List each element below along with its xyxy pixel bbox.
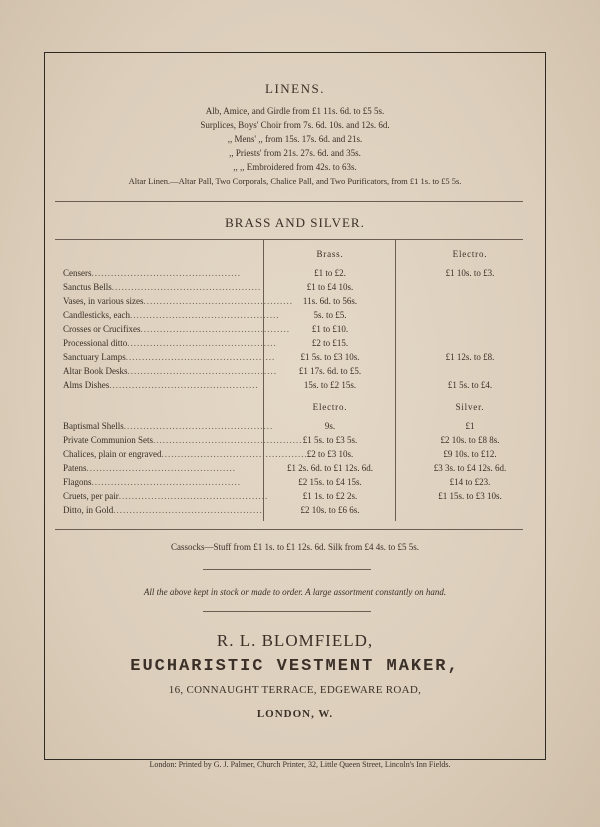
silver-price: £1 <box>465 421 475 431</box>
item-name: Cruets, per pair.............................................. <box>63 491 269 501</box>
item-name: Altar Book Desks.............................................. <box>63 366 277 376</box>
silver-price: £9 10s. to £12. <box>443 449 497 459</box>
brass-price: 5s. to £5. <box>313 310 347 320</box>
brass-price: £1 to £2. <box>314 268 346 278</box>
column-divider <box>263 239 264 521</box>
column-heading-electro: Electro. <box>452 249 488 259</box>
brass-price: £1 17s. 6d. to £5. <box>298 366 362 376</box>
item-name: Patens.............................................. <box>63 463 236 473</box>
linens-line: ,, Priests' from 21s. 27s. 6d. and 35s. <box>229 148 361 158</box>
altar-linen-line: Altar Linen.—Altar Pall, Two Corporals, Chalice Pall, and Two Purificators, from £1 1s. to £5 5s. <box>128 176 462 186</box>
brass-price: 11s. 6d. to 56s. <box>302 296 358 306</box>
divider <box>55 529 523 530</box>
short-divider <box>203 569 371 570</box>
silver-price: £1 15s. to £3 10s. <box>438 491 502 501</box>
brass-price: £2 to £15. <box>311 338 349 348</box>
item-name: Sanctuary Lamps.............................................. <box>63 352 276 362</box>
linens-line: Surplices, Boys' Choir from 7s. 6d. 10s. and 12s. 6d. <box>200 120 390 130</box>
stock-note: All the above kept in stock or made to order. A large assortment constantly on hand. <box>143 587 447 597</box>
brass-silver-heading: BRASS AND SILVER. <box>225 215 365 230</box>
column-heading-silver: Silver. <box>455 402 485 412</box>
electro-price: £2 to £3 10s. <box>306 449 354 459</box>
item-name: Private Communion Sets.............................................. <box>63 435 303 445</box>
item-name: Flagons.............................................. <box>63 477 242 487</box>
electro-price: £1 5s. to £3 5s. <box>302 435 358 445</box>
electro-price: £1 1s. to £2 2s. <box>302 491 358 501</box>
electro-price: £1 2s. 6d. to £1 12s. 6d. <box>286 463 373 473</box>
price-list-frame <box>44 52 546 760</box>
maker-title: EUCHARISTIC VESTMENT MAKER, <box>130 657 460 676</box>
divider <box>55 201 523 202</box>
electro-price: £1 5s. to £4. <box>447 380 493 390</box>
item-name: Sanctus Bells.............................................. <box>63 282 262 292</box>
silver-price: £14 to £23. <box>449 477 491 487</box>
item-name: Baptismal Shells.............................................. <box>63 421 274 431</box>
silver-price: £3 3s. to £4 12s. 6d. <box>433 463 507 473</box>
silver-price: £2 10s. to £8 8s. <box>440 435 500 445</box>
item-name: Crosses or Crucifixes.............................................. <box>63 324 290 334</box>
item-name: Censers.............................................. <box>63 268 241 278</box>
item-name: Processional ditto.............................................. <box>63 338 277 348</box>
brass-price: £1 5s. to £3 10s. <box>300 352 360 362</box>
maker-name: R. L. BLOMFIELD, <box>216 631 374 650</box>
electro-price: £1 12s. to £8. <box>445 352 495 362</box>
maker-city: LONDON, W. <box>256 708 334 720</box>
linens-line: Alb, Amice, and Girdle from £1 11s. 6d. to £5 5s. <box>205 106 385 116</box>
electro-price: 9s. <box>324 421 336 431</box>
column-divider <box>395 239 396 521</box>
electro-price: £2 15s. to £4 15s. <box>298 477 362 487</box>
linens-heading: LINENS. <box>265 81 325 96</box>
item-name: Vases, in various sizes.............................................. <box>63 296 293 306</box>
item-name: Ditto, in Gold.............................................. <box>63 505 263 515</box>
brass-price: £1 to £10. <box>311 324 349 334</box>
electro-price: £2 10s. to £6 6s. <box>300 505 360 515</box>
electro-price: £1 10s. to £3. <box>445 268 495 278</box>
brass-price: £1 to £4 10s. <box>306 282 354 292</box>
item-name: Alms Dishes.............................................. <box>63 380 259 390</box>
brass-price: 15s. to £2 15s. <box>303 380 357 390</box>
divider <box>55 239 523 240</box>
column-heading-electro: Electro. <box>312 402 348 412</box>
column-heading-brass: Brass. <box>316 249 344 259</box>
printer-imprint: London: Printed by G. J. Palmer, Church Printer, 32, Little Queen Street, Lincoln's Inn Fields. <box>149 760 451 769</box>
linens-line: ,, ,, Embroidered from 42s. to 63s. <box>233 162 357 172</box>
short-divider <box>203 611 371 612</box>
item-name: Candlesticks, each.............................................. <box>63 310 280 320</box>
item-name: Chalices, plain or engraved.............................................. <box>63 449 311 459</box>
maker-address: 16, CONNAUGHT TERRACE, EDGEWARE ROAD, <box>168 684 422 696</box>
linens-line: ,, Mens' ,, from 15s. 17s. 6d. and 21s. <box>227 134 363 144</box>
cassocks-line: Cassocks—Stuff from £1 1s. to £1 12s. 6d. Silk from £4 4s. to £5 5s. <box>170 542 420 552</box>
